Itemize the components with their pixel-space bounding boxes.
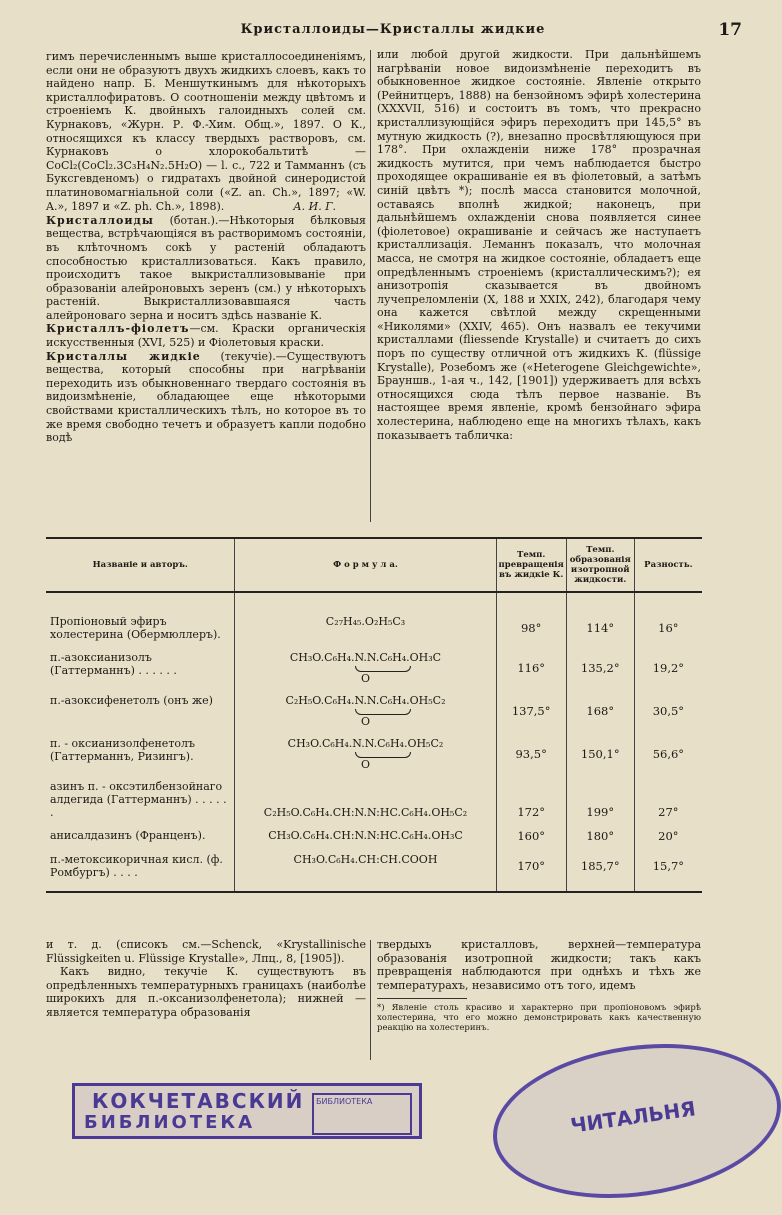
row-formula: [235, 592, 496, 647]
library-stamp-inner: БИБЛИОТЕКА: [312, 1093, 412, 1135]
list-reference: и т. д. (списокъ см.—Schenck, «Krystallinische Flüssigkeiten u. Flüssige Krystalle», Лпц., 8, [1905]).: [46, 938, 366, 965]
table-row: [46, 849, 702, 892]
entry-crystalloids: [46, 214, 366, 323]
bottom-left-column: [46, 938, 366, 1020]
table-header-row: [46, 538, 702, 592]
row-temp-turbid: 116°: [496, 647, 566, 690]
row-formula: [235, 690, 496, 733]
row-temp-isotropic: 168°: [566, 690, 634, 733]
data-table: [46, 537, 702, 893]
header-name: Названіе и авторъ.: [46, 538, 235, 592]
row-temp-isotropic: 180°: [566, 825, 634, 849]
row-name: п.-азоксианизолъ (Гаттерманнъ) . . . . . .: [50, 651, 177, 677]
library-stamp-text: КОКЧЕТАВСКИЙ: [92, 1089, 305, 1113]
formula-text: C₂H₅O.C₆H₄.CH:N.N:HC.C₆H₄.OH₅C₂: [263, 806, 468, 819]
row-name: азинъ п. - оксэтилбензойнаго алдегида (Гаттерманнъ) . . . . . .: [50, 780, 227, 819]
formula-text: CH₃O.C₆H₄.N.N.C₆H₄.OH₃C: [289, 651, 442, 664]
row-formula: [235, 776, 496, 825]
oxygen-bridge: [239, 750, 491, 770]
table-row: [46, 647, 702, 690]
intro-text: гимъ перечисленнымъ выше кристаллосоединеніямъ, если они не образуютъ двухъ жидкихъ слоевъ, какъ то найдено напр. Б. Меншуткинымъ для нѣкоторыхъ кристаллофиратовъ. О соотношеніи между цвѣтомъ и строеніемъ К. двойныхъ галоидныхъ солей см. Курнаковъ, «Журн. Р. Ф.-Хим. Общ.», 1897. О К., относящихся къ классу твердыхъ растворовъ, см. Курнаковъ о хлорокобальтитѣ — CoCl₂(CoCl₂.3C₃H₄N₂.5H₂O) — l. c., 722 и Тамманнъ (съ Буксгевденомъ) о гидратахъ двойной синеродистой платиновомагніальной соли («Z. an. Ch.», 1897; «W. A.», 1897 и «Z. ph. Ch.», 1898).: [46, 50, 366, 213]
bridge-atom: O: [360, 672, 370, 685]
oxygen-bridge: [239, 707, 491, 727]
bridge-atom: O: [360, 758, 370, 771]
entry-crystalloids-body: (ботан.).—Нѣкоторыя бѣлковыя вещества, встрѣчающіяся въ растворимомъ состояніи, въ клѣточномъ сокѣ у растеній обладаютъ способностью кристаллизоваться. Какъ правило, происходитъ такое выкристаллизовываніе при образованіи алейроновыхъ зеренъ (см.) у нѣкоторыхъ растеній. Выкристаллизовавшаяся часть алейроноваго зерна и носитъ здѣсь названіе К.: [46, 213, 366, 322]
page-header: [44, 20, 742, 42]
entry-crystalloids-head: Кристаллоиды: [46, 213, 154, 227]
row-difference: 56,6°: [634, 733, 702, 776]
row-name: анисалдазинъ (Франценъ).: [50, 829, 206, 842]
table-row: [46, 776, 702, 825]
entry-crystal-violet-head: Кристаллъ-фіолетъ: [46, 322, 190, 336]
entry-crystal-violet-body: —см. Краски органическія искусственныя (XVI, 525) и Фіолетовыя краски.: [46, 322, 366, 350]
formula-text: CH₃O.C₆H₄.CH:CH.COOH: [293, 853, 438, 866]
formula-text: C₂H₅O.C₆H₄.N.N.C₆H₄.OH₅C₂: [285, 694, 446, 707]
row-formula: [235, 733, 496, 776]
right-column: [377, 48, 701, 442]
bottom-right-paragraph: твердыхъ кристалловъ, верхней—температура образованія изотропной жидкости; такъ какъ превращенія наблюдаются при однѣхъ и тѣхъ же температурахъ, независимо отъ того, идемъ: [377, 938, 701, 992]
right-column-text: или любой другой жидкости. При дальнѣйшемъ нагрѣваніи новое видоизмѣненіе переходитъ въ обыкновенное жидкое состояніе. Явленіе открыто (Рейнитцеръ, 1888) на бензойномъ эфирѣ холестерина (XXXVII, 516) и состоитъ въ томъ, что прекрасно кристаллизующійся эфиръ переходитъ при 145,5° въ мутную жидкость (?), внезапно просвѣтляющуюся при 178°. При охлажденіи ниже 178° прозрачная жидкость мутится, при чемъ наблюдается быстро проходящее окрашиваніе ея въ фіолетовый, а затѣмъ синій цвѣтъ *); послѣ масса становится молочной, оставаясь вполнѣ жидкой; наконецъ, при дальнѣйшемъ охлажденіи снова появляется синее (фіолетовое) окрашиваніе и сейчасъ же наступаетъ кристаллизація. Леманнъ показалъ, что молочная масса, не смотря на жидкое состояніе, обладаетъ еще опредѣленнымъ строеніемъ (кристаллическимъ?); ея анизотропія сказывается въ двойномъ лучепреломленіи (X, 188 и XXIX, 242), благодаря чему она кажется свѣтлой между скрещенными «Николями» (XXIV, 465). Онъ назвалъ ее текучими кристаллами (fliessende Krystalle) и считаетъ до сихъ поръ по существу отличной отъ жидкихъ К. (flüssige Krystalle), Розебомъ же («Heterogene Gleichgewichte», Брауншв., 1-ая ч., 142, [1901]) удерживаетъ для всѣхъ относящихся сюда тѣлъ первое названіе. Въ настоящее время явленіе, кромѣ бензойнаго эфира холестерина, наблюдено еще на многихъ тѣлахъ, какъ показываетъ табличка:: [377, 48, 701, 442]
row-difference: 20°: [634, 825, 702, 849]
row-temp-turbid: 160°: [496, 825, 566, 849]
row-temp-isotropic: 135,2°: [566, 647, 634, 690]
bottom-right-column: [377, 938, 701, 1033]
formula-text: CH₃O.C₆H₄.CH:N.N:HC.C₆H₄.OH₃C: [268, 829, 463, 842]
intro-paragraph: [46, 50, 366, 214]
running-title: Кристаллоиды—Кристаллы жидкие: [240, 22, 546, 37]
bottom-left-paragraph: Какъ видно, текучіе К. существуютъ въ опредѣленныхъ температурныхъ границахъ (наиболѣе широкихъ для п.-оксанизолфенетола); нижней — является температура образованія: [46, 965, 366, 1019]
header-temp-turbid: Темп. превращенія въ жидкіе К.: [496, 538, 566, 592]
header-difference: Разность.: [634, 538, 702, 592]
row-temp-isotropic: 150,1°: [566, 733, 634, 776]
row-formula: [235, 825, 496, 849]
header-temp-isotropic: Темп. образованія изотропной жидкости.: [566, 538, 634, 592]
row-difference: 30,5°: [634, 690, 702, 733]
entry-liquid-crystals-body: (текучіе).—Существуютъ вещества, который способны при нагрѣваніи переходить изъ обыкновеннаго твердаго состоянія въ видоизмѣненіе, обладающее еще нѣкоторыми свойствами кристаллическихъ тѣлъ, но которое въ то же время свободно течетъ и образуетъ капли подобно водѣ: [46, 349, 366, 445]
table-row: [46, 592, 702, 647]
formula-text: CH₃O.C₆H₄.N.N.C₆H₄.OH₅C₂: [287, 737, 444, 750]
row-temp-isotropic: 114°: [566, 592, 634, 647]
bottom-column-divider: [370, 940, 371, 1060]
row-temp-turbid: 98°: [496, 592, 566, 647]
column-divider: [370, 50, 371, 522]
oxygen-bridge: [239, 664, 491, 684]
left-column: [46, 50, 366, 445]
row-difference: 27°: [634, 776, 702, 825]
row-temp-turbid: 172°: [496, 776, 566, 825]
header-formula: Ф о р м у л а.: [235, 538, 496, 592]
intro-signature: А. И. Г.: [293, 200, 336, 214]
row-temp-turbid: 170°: [496, 849, 566, 892]
row-name: п. - оксианизолфенетолъ (Гаттерманнъ, Ризингъ).: [50, 737, 196, 763]
table-row: [46, 825, 702, 849]
footnote-rule: [377, 998, 467, 999]
row-temp-isotropic: 199°: [566, 776, 634, 825]
row-difference: 15,7°: [634, 849, 702, 892]
table-row: [46, 690, 702, 733]
row-name: п.-азоксифенетолъ (онъ же): [50, 694, 213, 707]
row-temp-isotropic: 185,7°: [566, 849, 634, 892]
entry-liquid-crystals: [46, 350, 366, 445]
row-formula: [235, 849, 496, 892]
bridge-atom: O: [360, 715, 370, 728]
row-formula: [235, 647, 496, 690]
table-row: [46, 733, 702, 776]
row-difference: 16°: [634, 592, 702, 647]
entry-crystal-violet: [46, 322, 366, 349]
row-temp-turbid: 137,5°: [496, 690, 566, 733]
footnote: *) Явленіе столь красиво и характерно при пропіоновомъ эфирѣ холестерина, что его можно демонстрировать какъ качественную реакцію на холестеринъ.: [377, 1003, 701, 1034]
reading-room-stamp-text: ЧИТАЛЬНЯ: [568, 1096, 698, 1138]
page-number: 17: [718, 20, 742, 40]
formula-text: C₂₇H₄₅.O₂H₅C₃: [325, 615, 406, 628]
row-difference: 19,2°: [634, 647, 702, 690]
library-stamp-text: БИБЛИОТЕКА: [84, 1112, 256, 1133]
entry-liquid-crystals-head: Кристаллы жидкіе: [46, 349, 201, 363]
row-temp-turbid: 93,5°: [496, 733, 566, 776]
row-name: п.-метоксикоричная кисл. (ф. Ромбургъ) . . . .: [46, 849, 235, 892]
row-name: Пропіоновый эфиръ холестерина (Обермюллеръ).: [50, 615, 221, 641]
